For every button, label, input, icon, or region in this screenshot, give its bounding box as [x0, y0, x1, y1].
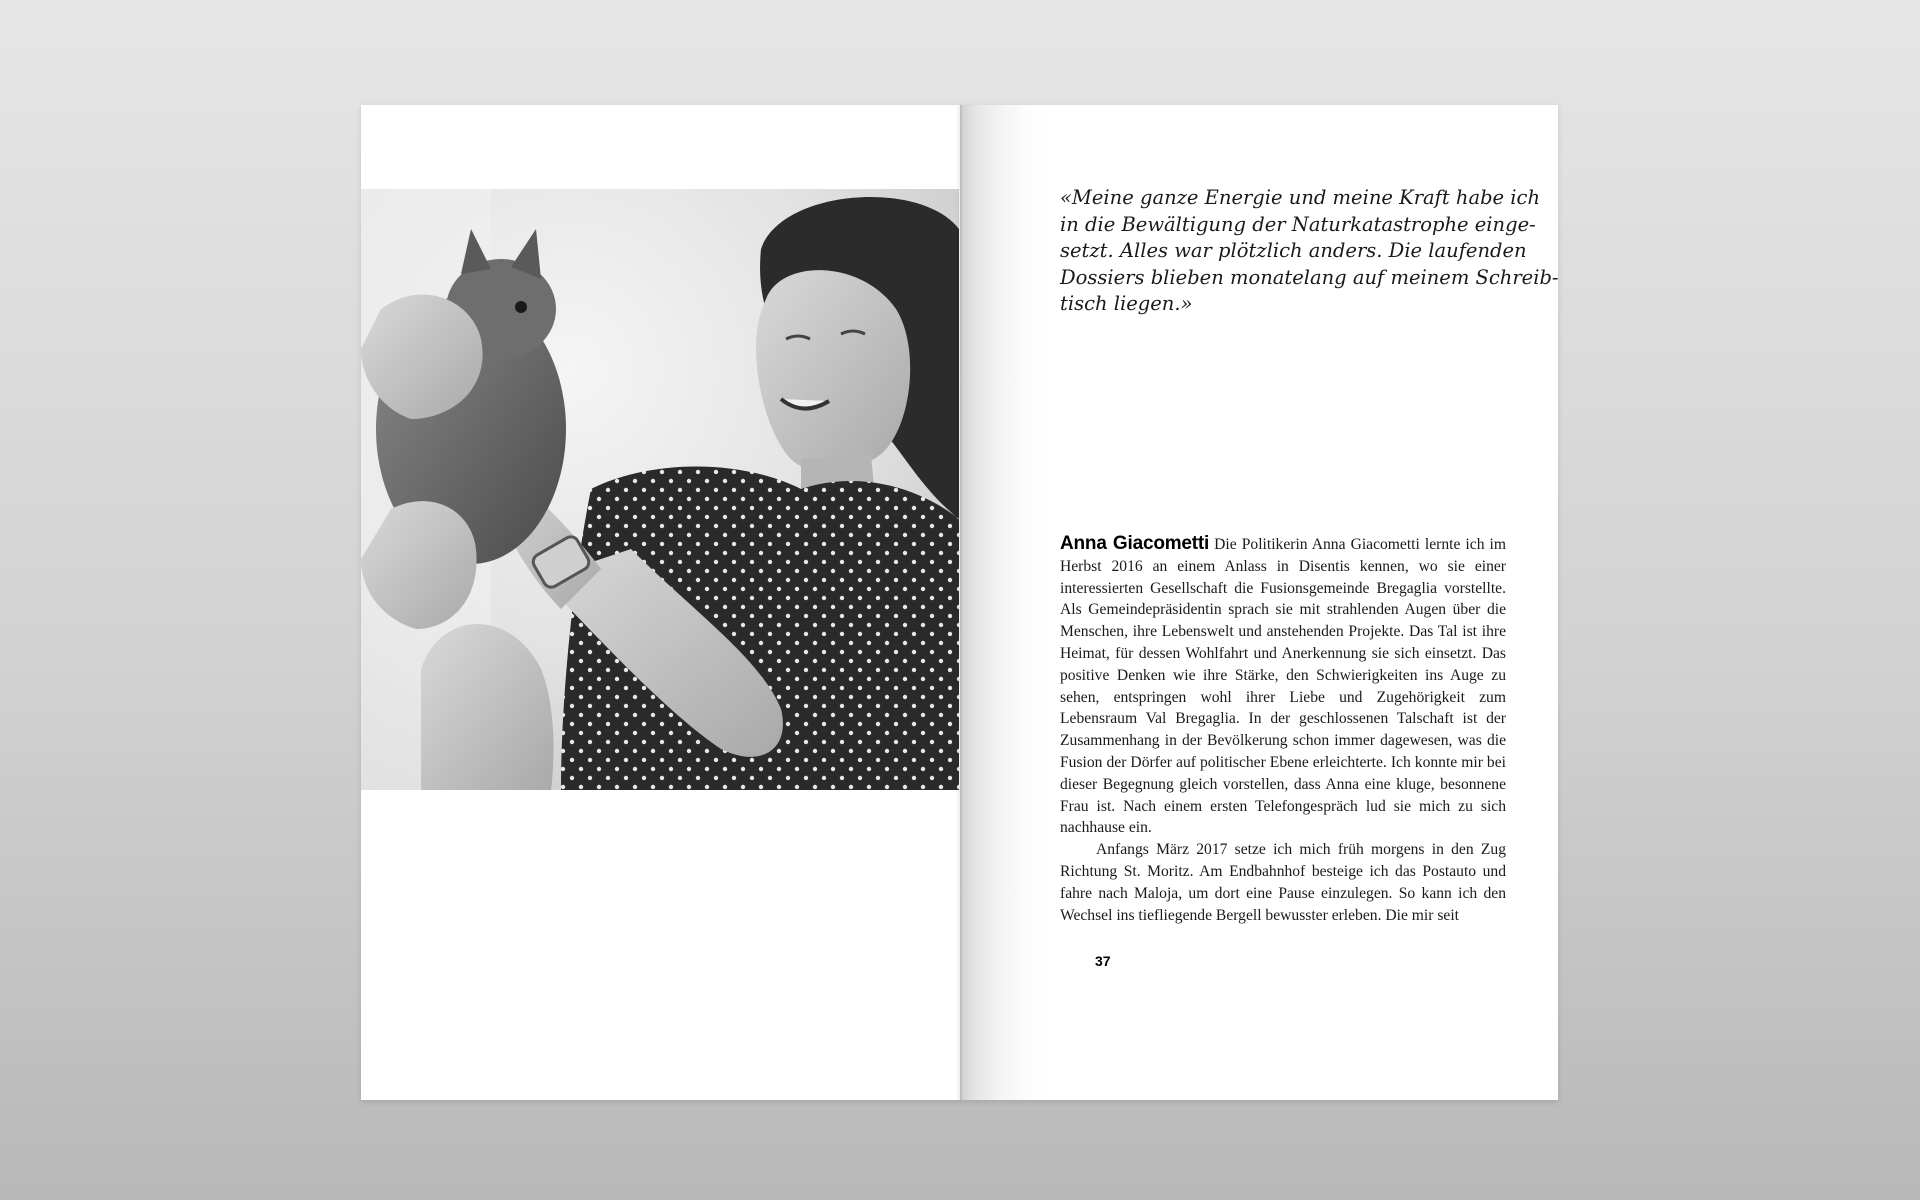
quote-line: «Meine ganze Energie und meine Kraft habe ich — [1060, 186, 1541, 209]
quote-line: in die Bewältigung der Naturkatastrophe einge- — [1060, 212, 1536, 236]
quote-line: setzt. Alles war plötzlich anders. Die laufenden — [1060, 239, 1527, 262]
paragraph-text: Die Politikerin Anna Giacometti lernte ich im Herbst 2016 an einem Anlass in Disentis kennen, wo sie einer interessierten Gesellschaft die Fusionsgemeinde Bregaglia vorstellte. Als Gemeindepräsidentin sprach sie mit strahlenden Augen über die Menschen, ihre Lebenswelt und anstehenden Projekte. Das Tal ist ihre Heimat, für dessen Wohlfahrt und Anerkennung sie sich einsetzt. Das positive Denken wie ihre Stärke, den Schwierigkeiten ins Auge zu sehen, entspringen wohl ihrer Liebe und Zugehörigkeit zum Lebensraum Val Bregaglia. In der geschlossenen Talschaft ist der Zusammenhang in der Bevölkerung schon immer dagewesen, was die Fusion der Dörfer auf politischer Ebene erleichterte. Ich konnte mir bei dieser Begegnung gleich vorstellen, dass Anna eine kluge, besonnene Frau ist. Nach einem ersten Telefongespräch lud sie mich zu sich nachhause ein. — [1060, 536, 1506, 837]
photo-illustration — [361, 189, 959, 790]
person-name-heading: Anna Giacometti — [1060, 533, 1210, 554]
gutter-shadow — [956, 105, 962, 1100]
pull-quote — [1060, 185, 1559, 318]
article-paragraph-1 — [1060, 533, 1506, 839]
left-page — [361, 105, 960, 1100]
quote-line: Dossiers blieben monatelang auf meinem Schreib- — [1060, 265, 1559, 289]
portrait-photo — [361, 189, 959, 790]
right-page — [960, 105, 1558, 1100]
article-paragraph-2: Anfangs März 2017 setze ich mich früh morgens in den Zug Richtung St. Moritz. Am Endbahnhof besteige ich das Postauto und fahre nach Maloja, um dort eine Pause einzulegen. So kann ich den Wechsel ins tiefliegende Bergell bewusster erleben. Die mir seit — [1060, 841, 1506, 924]
article-body — [1060, 533, 1506, 926]
book-spread — [361, 105, 1558, 1100]
quote-line: tisch liegen.» — [1060, 292, 1193, 315]
page-number: 37 — [1095, 953, 1111, 969]
